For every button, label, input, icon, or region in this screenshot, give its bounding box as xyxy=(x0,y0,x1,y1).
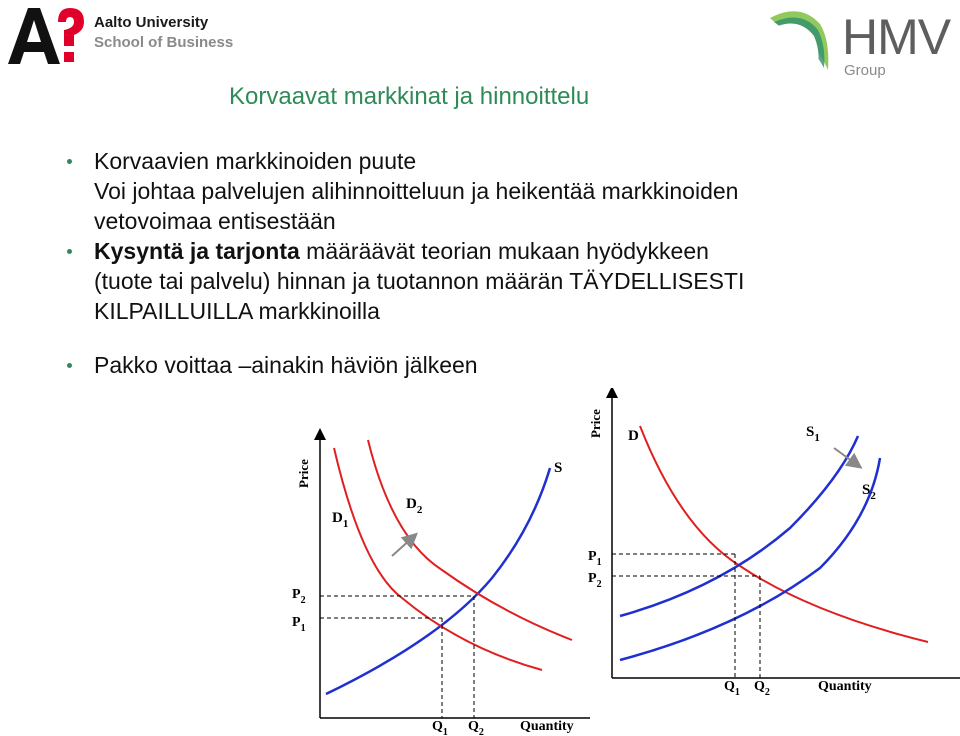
q2-label: $Q_2$ xyxy=(754,679,770,698)
bullet-line: KILPAILLUILLA markkinoilla xyxy=(94,298,380,324)
supply-2-label: $S_2$ xyxy=(862,482,876,502)
hmv-name: HMV xyxy=(842,9,951,65)
demand-shift-diagram xyxy=(282,428,592,736)
x-axis-label: Quantity xyxy=(818,679,872,694)
y-axis-label: Price xyxy=(296,459,311,488)
aalto-university-text: Aalto University xyxy=(94,14,209,31)
x-axis-label: Quantity xyxy=(520,719,574,734)
bullet-line: Korvaavien markkinoiden puute xyxy=(94,148,417,174)
y-axis-label: Price xyxy=(588,409,603,438)
hmv-logo xyxy=(760,0,960,88)
demand-curve-2 xyxy=(368,440,572,640)
supply-shift-diagram xyxy=(580,388,960,700)
supply-curve xyxy=(326,468,550,694)
school-of-business-text: School of Business xyxy=(94,34,234,51)
bullet-line: vetovoimaa entisestään xyxy=(94,208,336,234)
demand-label: D xyxy=(628,428,639,444)
demand-1-label: $D_1$ xyxy=(332,510,349,530)
supply-1-label: $S_1$ xyxy=(806,424,820,444)
slide-title: Korvaavat markkinat ja hinnoittelu xyxy=(229,83,590,110)
bullet-dot xyxy=(67,159,72,164)
q1-label: $Q_1$ xyxy=(724,679,740,698)
q1-label: $Q_1$ xyxy=(432,719,448,736)
bold-phrase: Kysyntä ja tarjonta xyxy=(94,238,300,264)
bullet-line: Voi johtaa palvelujen alihinnoitteluun ja heikentää markkinoiden xyxy=(94,178,739,204)
bullet-list xyxy=(64,146,924,380)
p2-label: $P_2$ xyxy=(588,571,602,590)
bullet-item xyxy=(64,236,924,326)
aalto-logo xyxy=(0,0,270,70)
bullet-dot xyxy=(67,363,72,368)
bullet-line xyxy=(94,236,924,266)
bullet-item xyxy=(64,146,924,236)
bullet-item xyxy=(64,350,924,380)
supply-label: S xyxy=(554,460,563,476)
q2-label: $Q_2$ xyxy=(468,719,484,736)
shift-arrow xyxy=(392,538,412,556)
bullet-line: Pakko voittaa –ainakin häviön jälkeen xyxy=(94,352,478,378)
bullet-line: (tuote tai palvelu) hinnan ja tuotannon määrän TÄYDELLISESTI xyxy=(94,268,745,294)
demand-2-label: $D_2$ xyxy=(406,496,423,516)
p1-label: $P_1$ xyxy=(588,549,602,568)
p1-label: $P_1$ xyxy=(292,615,306,634)
bullet-text: määräävät teorian mukaan hyödykkeen xyxy=(299,238,709,264)
bullet-dot xyxy=(67,249,72,254)
demand-curve-1 xyxy=(334,448,542,670)
aalto-a-question-icon xyxy=(6,4,86,68)
p2-label: $P_2$ xyxy=(292,587,306,606)
hmv-group: Group xyxy=(844,62,886,79)
